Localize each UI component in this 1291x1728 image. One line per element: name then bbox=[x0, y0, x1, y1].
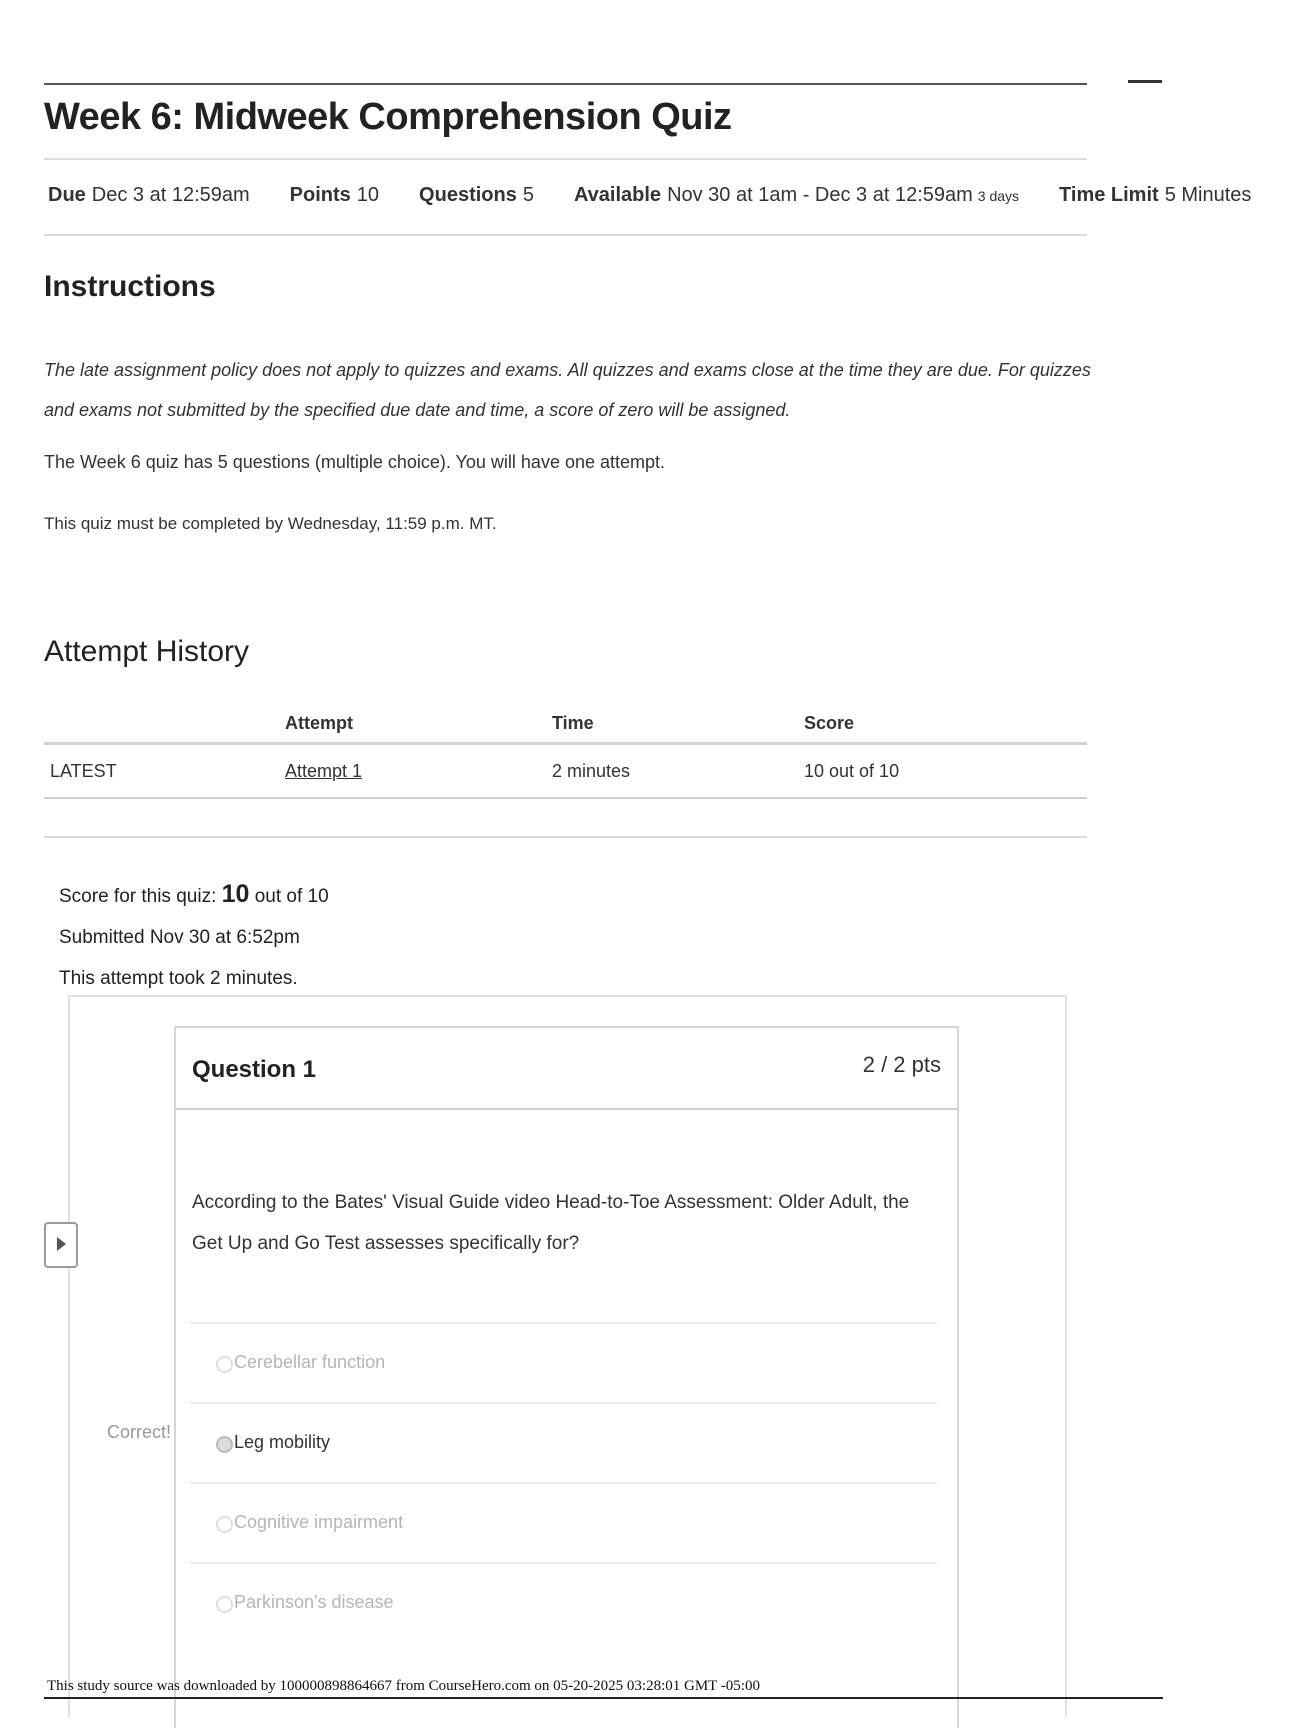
answer-option-selected[interactable] bbox=[190, 1402, 937, 1484]
meta-points-value: 10 bbox=[356, 184, 380, 206]
radio-icon[interactable] bbox=[216, 1596, 233, 1613]
history-bottom-rule bbox=[44, 836, 1087, 838]
page-title: Week 6: Midweek Comprehension Quiz bbox=[44, 96, 732, 138]
table-header-row bbox=[44, 704, 1087, 744]
score-suffix: out of 10 bbox=[254, 886, 329, 907]
row-score: 10 out of 10 bbox=[804, 744, 1087, 799]
question-points: 2 / 2 pts bbox=[862, 1052, 941, 1077]
meta-bottom-rule bbox=[44, 234, 1087, 236]
answer-label: Parkinson's disease bbox=[234, 1592, 394, 1612]
score-prefix: Score for this quiz: bbox=[59, 886, 217, 907]
instructions-heading: Instructions bbox=[44, 270, 216, 303]
submitted-line: Submitted Nov 30 at 6:52pm bbox=[59, 927, 300, 948]
instructions-quiz-info: The Week 6 quiz has 5 questions (multiple choice). You will have one attempt. bbox=[44, 452, 666, 472]
footer-rule bbox=[44, 1697, 1163, 1699]
answer-option[interactable] bbox=[190, 1322, 937, 1404]
answer-option[interactable] bbox=[190, 1562, 937, 1644]
question-nav-arrow-button[interactable] bbox=[44, 1222, 78, 1268]
meta-due-value: Dec 3 at 12:59am bbox=[91, 184, 250, 206]
meta-time-limit-value: 5 Minutes bbox=[1164, 184, 1252, 206]
col-header-score: Score bbox=[804, 704, 1087, 744]
meta-questions-label: Questions bbox=[419, 184, 517, 206]
meta-points bbox=[290, 184, 379, 207]
col-header-tag bbox=[44, 704, 285, 744]
attempt-history-table bbox=[44, 704, 1087, 799]
answer-option[interactable] bbox=[190, 1482, 937, 1564]
answer-label: Cerebellar function bbox=[234, 1352, 386, 1372]
question-text: According to the Bates' Visual Guide video Head-to-Toe Assessment: Older Adult, the Get Up and Go Test assesses specifically for? bbox=[192, 1192, 910, 1254]
score-line bbox=[59, 874, 329, 917]
quiz-meta-bar bbox=[48, 184, 1291, 207]
meta-questions bbox=[419, 184, 534, 207]
question-header bbox=[176, 1028, 957, 1110]
correct-answer-label: Correct! bbox=[107, 1422, 172, 1442]
meta-time-limit bbox=[1059, 184, 1251, 207]
instructions-deadline: This quiz must be completed by Wednesday, 11:59 p.m. MT. bbox=[44, 514, 497, 533]
meta-questions-value: 5 bbox=[522, 184, 534, 206]
radio-selected-icon[interactable] bbox=[216, 1436, 233, 1453]
question-title: Question 1 bbox=[192, 1056, 317, 1083]
score-value: 10 bbox=[221, 880, 250, 908]
title-bottom-rule bbox=[44, 158, 1087, 160]
instructions-late-policy: The late assignment policy does not apply to quizzes and exams. All quizzes and exams close at the time they are due. For quizzes and exams not submitted by the specified due date and time, a score of zero will be assigned. bbox=[44, 360, 1091, 420]
meta-available-extra: 3 days bbox=[977, 188, 1020, 204]
quiz-result-summary bbox=[59, 874, 329, 999]
row-time: 2 minutes bbox=[552, 744, 804, 799]
meta-available-label: Available bbox=[573, 184, 662, 206]
attempt-history-heading: Attempt History bbox=[44, 635, 250, 668]
duration-line: This attempt took 2 minutes. bbox=[59, 968, 298, 989]
row-tag: LATEST bbox=[44, 744, 285, 799]
radio-icon[interactable] bbox=[216, 1516, 233, 1533]
answer-label: Cognitive impairment bbox=[234, 1512, 404, 1532]
title-top-rule bbox=[44, 83, 1087, 85]
col-header-time: Time bbox=[552, 704, 804, 744]
meta-time-limit-label: Time Limit bbox=[1059, 184, 1159, 206]
meta-available bbox=[574, 184, 1019, 207]
col-header-attempt: Attempt bbox=[285, 704, 552, 744]
answer-label: Leg mobility bbox=[234, 1432, 331, 1452]
table-row bbox=[44, 744, 1087, 799]
meta-available-value: Nov 30 at 1am - Dec 3 at 12:59am bbox=[667, 184, 973, 206]
meta-due-label: Due bbox=[48, 184, 86, 206]
attempt-link[interactable]: Attempt 1 bbox=[285, 760, 363, 781]
radio-icon[interactable] bbox=[216, 1356, 233, 1373]
window-minimize-mark bbox=[1128, 80, 1162, 83]
meta-due bbox=[48, 184, 250, 207]
download-watermark-text: This study source was downloaded by 100000898864667 from CourseHero.com on 05-20-2025 03:28:01 GMT -05:00 bbox=[47, 1678, 760, 1694]
meta-points-label: Points bbox=[289, 184, 351, 206]
